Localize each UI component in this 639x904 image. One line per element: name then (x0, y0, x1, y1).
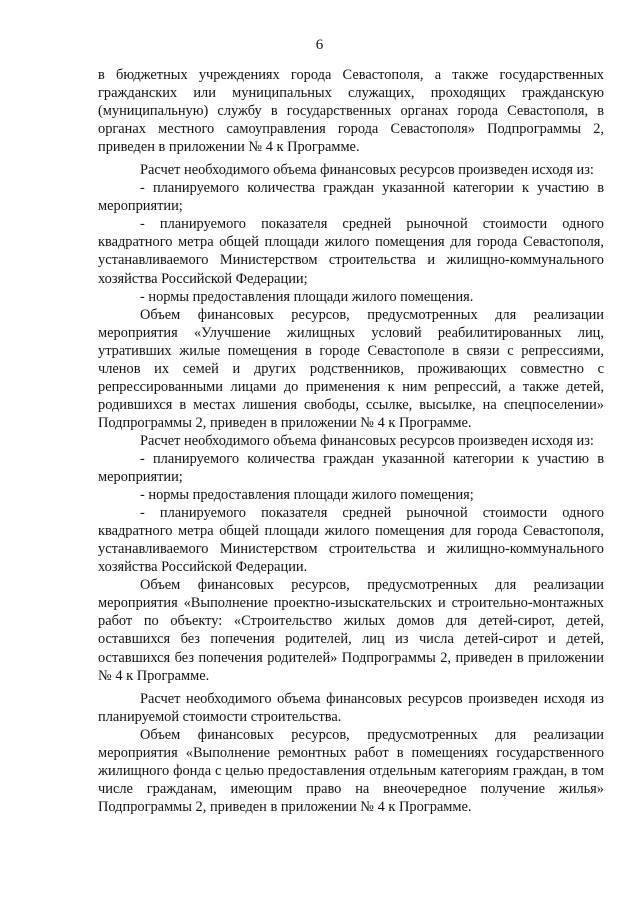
paragraph-calculation-basis: Расчет необходимого объема финансовых ресурсов произведен исходя из планируемой стоимости строительства. (98, 690, 604, 725)
document-body (98, 66, 604, 816)
paragraph-calculation-basis: Расчет необходимого объема финансовых ресурсов произведен исходя из: (140, 432, 594, 449)
paragraph-calculation-basis: Расчет необходимого объема финансовых ресурсов произведен исходя из: (140, 162, 594, 179)
list-item-citizen-count: - планируемого количества граждан указанной категории к участию в мероприятии; (98, 180, 604, 215)
paragraph-repair-works-measure: Объем финансовых ресурсов, предусмотренных для реализации мероприятия «Выполнение ремонтных работ в помещениях государственного жилищного фонда с целью предоставления отдельным категориям граждан, в том числе гражданам, имеющим право на внеочередное получение жилья» Подпрограммы 2, приведен в приложении № 4 к Программе. (98, 726, 604, 815)
page-number: 6 (315, 37, 324, 53)
paragraph-orphan-housing-measure: Объем финансовых ресурсов, предусмотренных для реализации мероприятия «Выполнение проектно-изыскательских и строительно-монтажных работ по объекту: «Строительство жилых домов для детей-сирот, детей, оставшихся без попечения родителей, лиц из числа детей-сирот и детей, оставшихся без попечения родителей» Подпрограммы 2, приведен в приложении № 4 к Программе. (98, 577, 604, 684)
list-item-market-price: - планируемого показателя средней рыночной стоимости одного квадратного метра общей площади жилого помещения для города Севастополя, устанавливаемого Министерством строительства и жилищно-коммунального хозяйства Российской Федерации. (98, 505, 604, 576)
paragraph-rehabilitated-persons-measure: Объем финансовых ресурсов, предусмотренных для реализации мероприятия «Улучшение жилищных условий реабилитированных лиц, утративших жилые помещения в городе Севастополе в связи с репрессиями, членов их семей и других родственников, проживающих совместно с репрессированными лицами до применения к ним репрессий, а также детей, родившихся в местах лишения свободы, ссылке, высылке, на спецпоселении» Подпрограммы 2, приведен в приложении № 4 к Программе. (98, 306, 604, 431)
list-item-market-price: - планируемого показателя средней рыночной стоимости одного квадратного метра общей площади жилого помещения для города Севастополя, устанавливаемого Министерством строительства и жилищно-коммунального хозяйства Российской Федерации; (98, 216, 604, 287)
list-item-citizen-count: - планируемого количества граждан указанной категории к участию в мероприятии; (98, 450, 604, 486)
paragraph-continuation: в бюджетных учреждениях города Севастополя, а также государственных гражданских или муниципальных служащих, проходящих гражданскую (муниципальную) службу в государственных органах города Севастополя, в органах местного самоуправления города Севастополя» Подпрограммы 2, приведен в приложении № 4 к Программе. (98, 67, 604, 156)
list-item-area-norm: - нормы предоставления площади жилого помещения; (140, 487, 474, 504)
list-item-area-norm: - нормы предоставления площади жилого помещения. (140, 288, 474, 305)
